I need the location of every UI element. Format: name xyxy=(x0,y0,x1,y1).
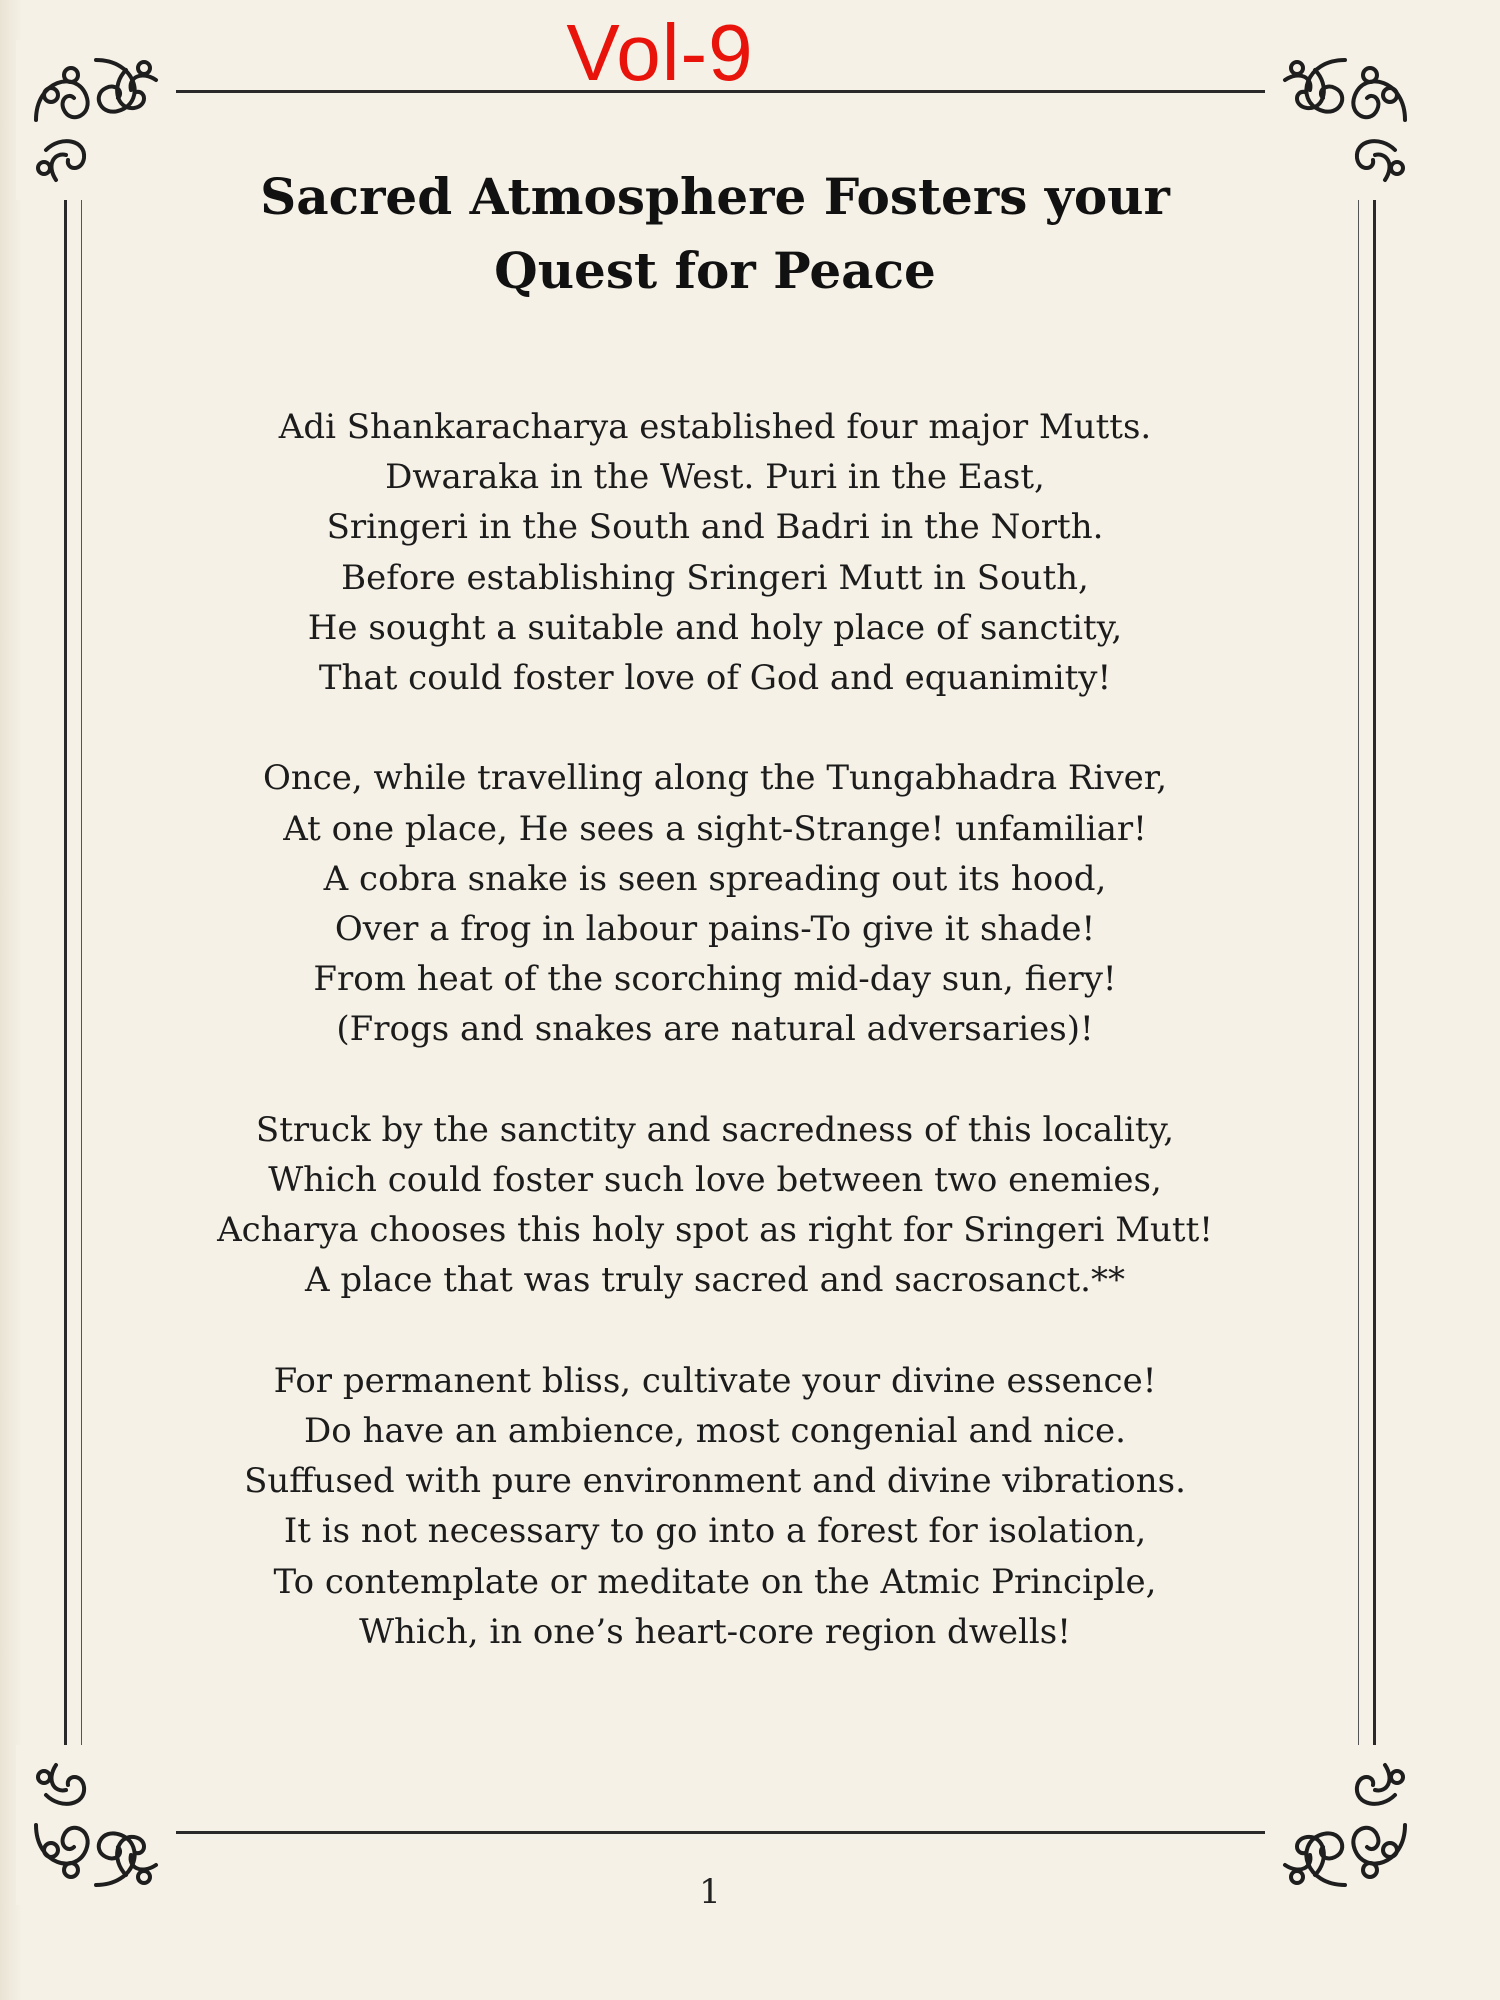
volume-label: Vol-9 xyxy=(566,8,754,97)
poem-line: Adi Shankaracharya established four major Mutts. xyxy=(278,407,1152,447)
page-title xyxy=(120,160,1310,308)
poem-line: Do have an ambience, most congenial and nice. xyxy=(304,1411,1126,1452)
poem-line: A cobra snake is seen spreading out its hood, xyxy=(323,858,1107,899)
poem-line: Sringeri in the South and Badri in the North. xyxy=(326,507,1104,548)
stanza xyxy=(110,753,1320,1054)
poem-line: From heat of the scorching mid-day sun, fiery! xyxy=(313,959,1117,1000)
poem-line: Suffused with pure environment and divine vibrations. xyxy=(244,1461,1186,1502)
title-line: Sacred Atmosphere Fosters your xyxy=(260,167,1170,226)
poem-line: Before establishing Sringeri Mutt in South, xyxy=(341,557,1089,598)
stanza xyxy=(110,1105,1320,1306)
poem-line: To contemplate or meditate on the Atmic Principle, xyxy=(273,1561,1157,1602)
poem-line: At one place, He sees a sight-Strange! unfamiliar! xyxy=(283,808,1147,849)
poem-line: Acharya chooses this holy spot as right for Sringeri Mutt! xyxy=(217,1210,1213,1251)
page-number: 1 xyxy=(699,1872,721,1912)
poem-line: Which could foster such love between two enemies, xyxy=(268,1160,1162,1201)
poem-line: Which, in one’s heart-core region dwells! xyxy=(359,1611,1071,1652)
poem-line: He sought a suitable and holy place of sanctity, xyxy=(307,607,1123,648)
corner-flourish-icon xyxy=(1265,1745,1425,1905)
stanza xyxy=(110,402,1320,703)
poem-line: Struck by the sanctity and sacredness of this locality, xyxy=(255,1109,1175,1150)
title-line: Quest for Peace xyxy=(494,241,936,300)
poem-line: Over a frog in labour pains-To give it shade! xyxy=(334,909,1096,950)
poem-body xyxy=(110,402,1320,1707)
poem-line: Once, while travelling along the Tungabhadra River, xyxy=(262,758,1168,799)
stanza xyxy=(110,1356,1320,1657)
poem-line: Dwaraka in the West. Puri in the East, xyxy=(385,457,1045,498)
poem-line: (Frogs and snakes are natural adversaries)! xyxy=(336,1009,1094,1050)
corner-flourish-icon xyxy=(16,1745,176,1905)
poem-line: A place that was truly sacred and sacrosanct.** xyxy=(305,1260,1125,1301)
poem-line: It is not necessary to go into a forest for isolation, xyxy=(283,1511,1147,1552)
poem-line: That could foster love of God and equanimity! xyxy=(318,658,1112,699)
page-edge xyxy=(0,0,22,2000)
poem-line: For permanent bliss, cultivate your divine essence! xyxy=(273,1360,1157,1401)
